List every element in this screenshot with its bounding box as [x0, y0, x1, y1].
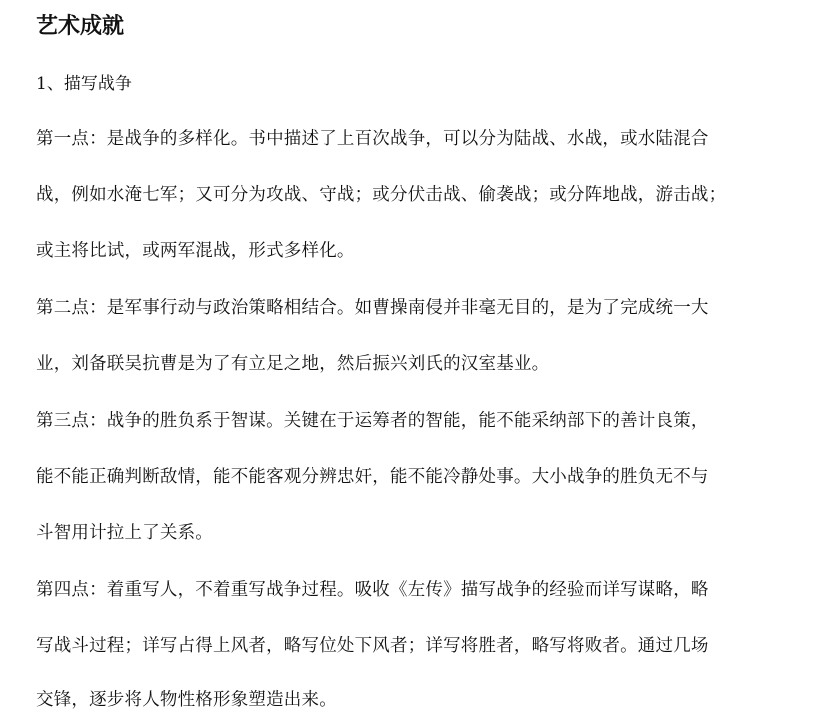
point-one-line-2: 战，例如水淹七军；又可分为攻战、守战；或分伏击战、偷袭战；或分阵地战，游击战； [36, 185, 727, 205]
section-heading: 1、描写战争 [36, 74, 132, 94]
point-two-line-2: 业，刘备联吴抗曹是为了有立足之地，然后振兴刘氏的汉室基业。 [36, 354, 550, 374]
point-one-line-1: 第一点：是战争的多样化。书中描述了上百次战争，可以分为陆战、水战，或水陆混合 [36, 129, 709, 149]
document-title: 艺术成就 [36, 14, 125, 39]
point-four-line-3: 交锋，逐步将人物性格形象塑造出来。 [36, 690, 337, 710]
point-two-line-1: 第二点：是军事行动与政治策略相结合。如曹操南侵并非毫无目的，是为了完成统一大 [36, 298, 709, 318]
point-three-line-1: 第三点：战争的胜负系于智谋。关键在于运筹者的智能，能不能采纳部下的善计良策， [36, 411, 709, 431]
point-four-line-1: 第四点：着重写人，不着重写战争过程。吸收《左传》描写战争的经验而详写谋略，略 [36, 580, 709, 600]
point-three-line-3: 斗智用计拉上了关系。 [36, 523, 213, 543]
point-one-line-3: 或主将比试，或两军混战，形式多样化。 [36, 241, 355, 261]
point-three-line-2: 能不能正确判断敌情，能不能客观分辨忠奸，能不能冷静处事。大小战争的胜负无不与 [36, 467, 709, 487]
point-four-line-2: 写战斗过程；详写占得上风者，略写位处下风者；详写将胜者，略写将败者。通过几场 [36, 636, 709, 656]
